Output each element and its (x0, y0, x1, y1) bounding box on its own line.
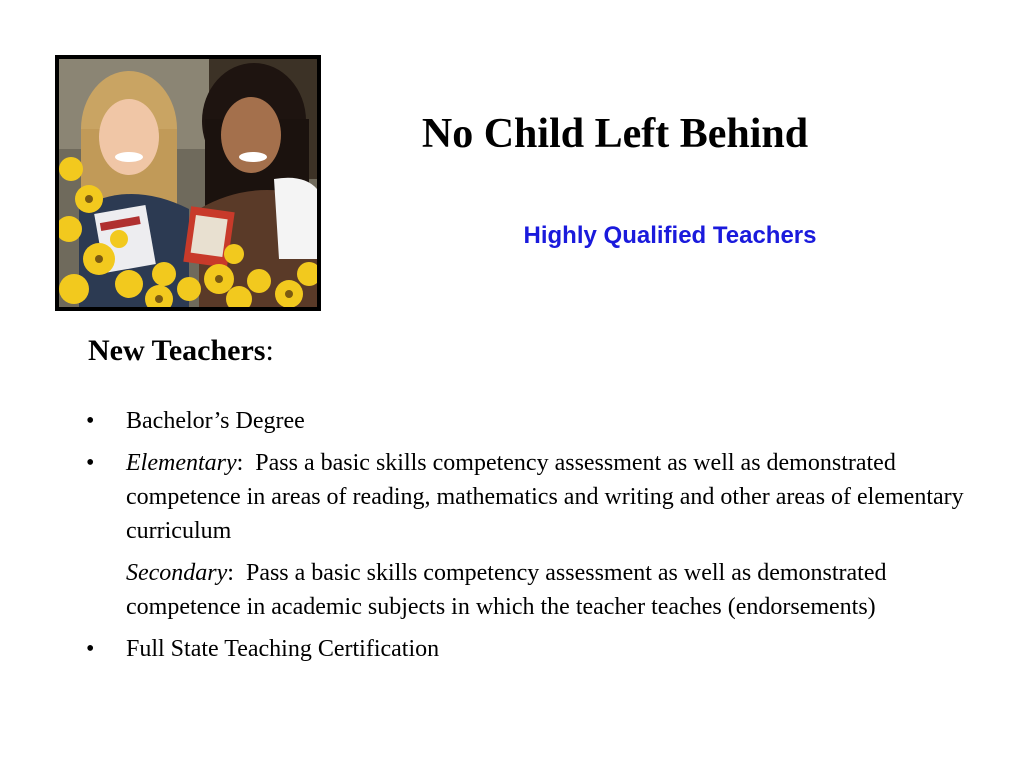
slide-subtitle: Highly Qualified Teachers (523, 222, 817, 249)
slide-title: No Child Left Behind (421, 111, 809, 157)
bullet-label: Secondary (126, 560, 228, 586)
photo-illustration (59, 59, 317, 307)
bullet-text: Full State Teaching Certification (126, 636, 440, 662)
bullet-marker: • (86, 636, 95, 662)
bullet-label-colon: : (236, 450, 244, 476)
bullet-text: Pass a basic skills competency assessment as well as demonstrated competence in areas of reading, mathematics and writing and other areas of elementary curriculum (126, 450, 964, 544)
section-heading-text: New Teachers (88, 334, 266, 367)
bullet-list (86, 404, 966, 666)
bullet-text: Bachelor’s Degree (126, 408, 305, 434)
bullet-label: Elementary (126, 450, 237, 476)
teachers-photo-icon (59, 59, 317, 307)
section-heading (88, 332, 274, 370)
bullet-text: Pass a basic skills competency assessment as well as demonstrated competence in academic subjects in which the teacher teaches (endorsements) (126, 560, 887, 620)
bullet-marker: • (86, 450, 95, 476)
bullet-label-colon: : (227, 560, 234, 586)
list-item (86, 446, 966, 548)
list-item (86, 632, 966, 666)
list-item (86, 556, 966, 624)
bullet-marker: • (86, 408, 95, 434)
photo-frame (55, 55, 321, 311)
section-heading-colon: : (265, 334, 274, 367)
list-item (86, 404, 966, 438)
